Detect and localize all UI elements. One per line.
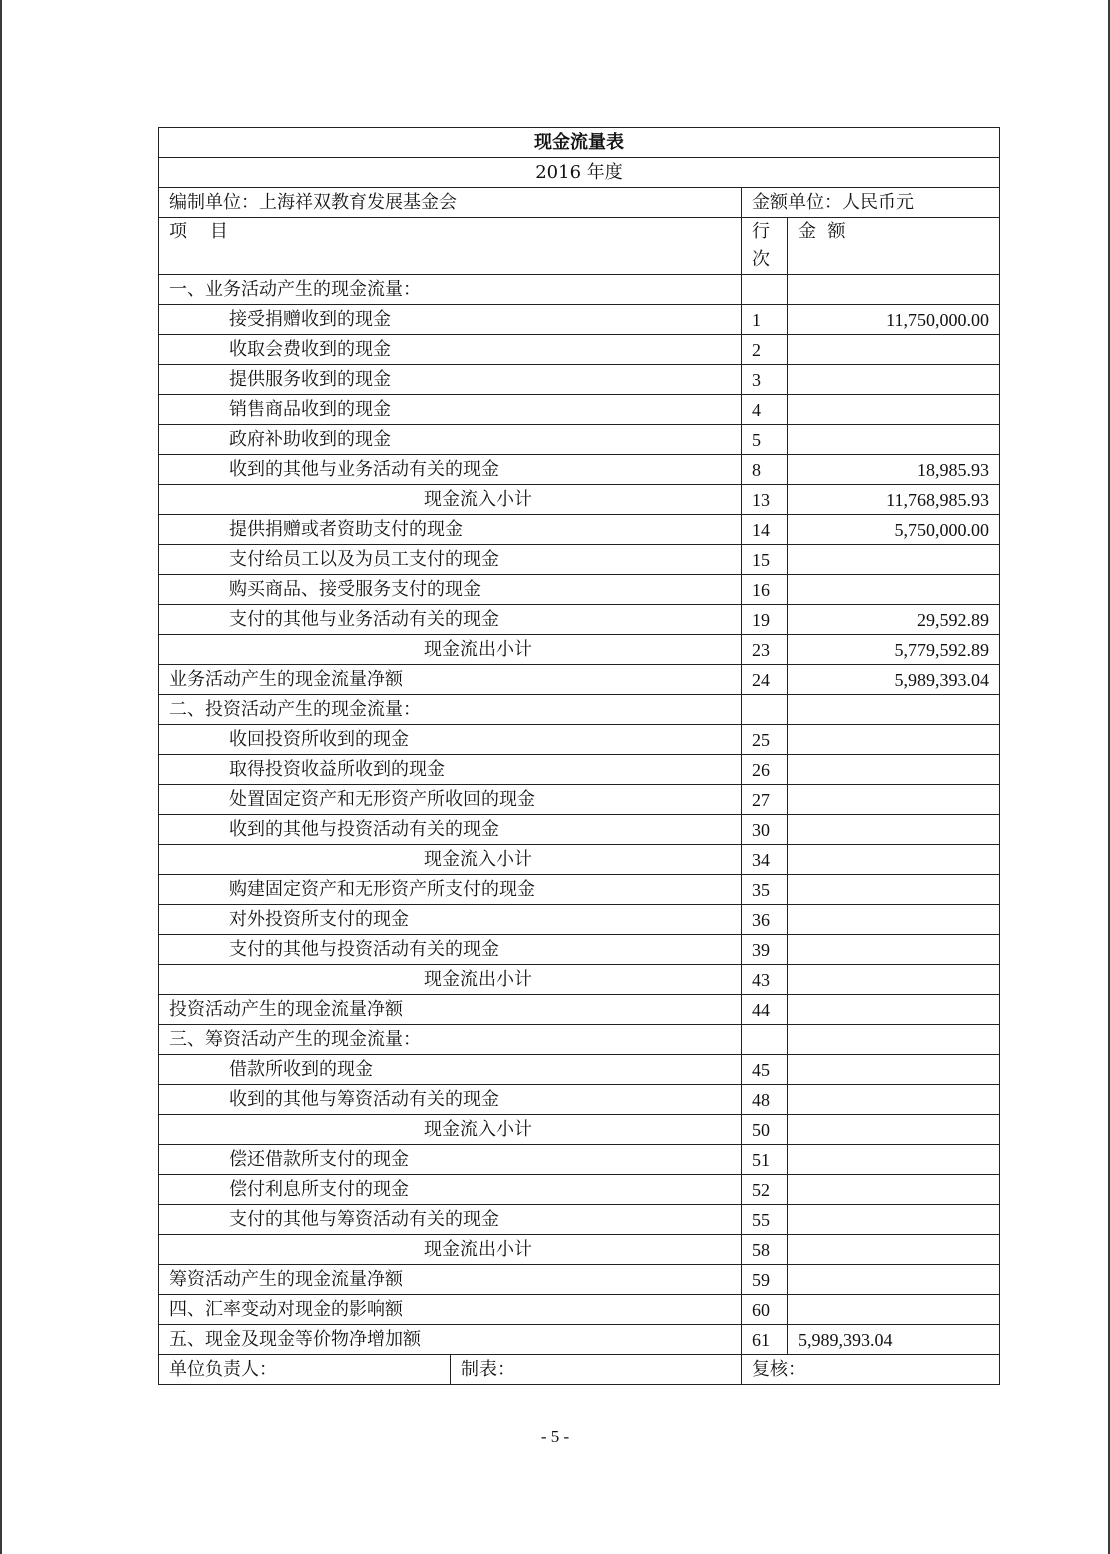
table-row: [159, 275, 1000, 305]
row-label: 偿还借款所支付的现金: [159, 1145, 742, 1175]
row-amount: [788, 1115, 1000, 1145]
meta-row: [159, 188, 1000, 218]
row-amount: [788, 1025, 1000, 1055]
row-label: 收到的其他与业务活动有关的现金: [159, 455, 742, 485]
row-label: 提供捐赠或者资助支付的现金: [159, 515, 742, 545]
row-label: 取得投资收益所收到的现金: [159, 755, 742, 785]
table-row: [159, 365, 1000, 395]
reviewed-by: 复核：: [742, 1355, 1000, 1385]
currency-unit: 金额单位：人民币元: [742, 188, 1000, 218]
header-line-number: [742, 218, 788, 275]
table-row: [159, 1235, 1000, 1265]
row-amount: [788, 755, 1000, 785]
row-line: 51: [742, 1145, 788, 1175]
row-label: 支付的其他与筹资活动有关的现金: [159, 1205, 742, 1235]
table-row: [159, 425, 1000, 455]
row-amount: [788, 395, 1000, 425]
row-label: 借款所收到的现金: [159, 1055, 742, 1085]
row-label: 对外投资所支付的现金: [159, 905, 742, 935]
table-row: [159, 1085, 1000, 1115]
table-row: [159, 665, 1000, 695]
row-amount: [788, 1145, 1000, 1175]
table-row: [159, 395, 1000, 425]
table-row: [159, 1295, 1000, 1325]
row-amount: [788, 815, 1000, 845]
row-label: 现金流出小计: [159, 1235, 742, 1265]
row-amount: [788, 1205, 1000, 1235]
header-line-a: 行: [752, 221, 770, 242]
row-label: 三、筹资活动产生的现金流量：: [159, 1025, 742, 1055]
row-line: 34: [742, 845, 788, 875]
row-amount: [788, 1055, 1000, 1085]
row-label: 购买商品、接受服务支付的现金: [159, 575, 742, 605]
row-label: 投资活动产生的现金流量净额: [159, 995, 742, 1025]
row-line: 23: [742, 635, 788, 665]
row-amount: [788, 995, 1000, 1025]
signature-row: [159, 1355, 1000, 1385]
row-label: 现金流出小计: [159, 635, 742, 665]
table-row: [159, 695, 1000, 725]
row-line: 58: [742, 1235, 788, 1265]
row-line: 35: [742, 875, 788, 905]
cash-flow-table: [158, 127, 1000, 1385]
row-amount: [788, 365, 1000, 395]
table-row: [159, 635, 1000, 665]
row-line: 60: [742, 1295, 788, 1325]
row-amount: [788, 1235, 1000, 1265]
row-amount: 18,985.93: [788, 455, 1000, 485]
row-amount: [788, 1295, 1000, 1325]
row-label: 收回投资所收到的现金: [159, 725, 742, 755]
table-row: [159, 1265, 1000, 1295]
row-amount: 11,768,985.93: [788, 485, 1000, 515]
row-line: 48: [742, 1085, 788, 1115]
row-label: 现金流入小计: [159, 485, 742, 515]
row-amount: [788, 785, 1000, 815]
row-line: [742, 695, 788, 725]
row-line: 36: [742, 905, 788, 935]
row-line: 26: [742, 755, 788, 785]
row-line: 4: [742, 395, 788, 425]
header-line-b: 次: [752, 249, 770, 270]
row-amount: [788, 695, 1000, 725]
table-row: [159, 605, 1000, 635]
row-label: 现金流入小计: [159, 1115, 742, 1145]
page-border-left: [0, 0, 2, 1554]
row-amount: 5,989,393.04: [788, 1325, 1000, 1355]
row-amount: [788, 1175, 1000, 1205]
row-label: 支付的其他与业务活动有关的现金: [159, 605, 742, 635]
row-amount: [788, 935, 1000, 965]
row-amount: [788, 725, 1000, 755]
row-line: 43: [742, 965, 788, 995]
table-row: [159, 935, 1000, 965]
row-line: 14: [742, 515, 788, 545]
row-amount: [788, 335, 1000, 365]
row-line: 2: [742, 335, 788, 365]
header-amount: 金 额: [788, 218, 1000, 275]
row-amount: 29,592.89: [788, 605, 1000, 635]
responsible-person: 单位负责人：: [159, 1355, 451, 1385]
row-amount: [788, 965, 1000, 995]
row-label: 收到的其他与投资活动有关的现金: [159, 815, 742, 845]
table-row: [159, 1205, 1000, 1235]
row-label: 四、汇率变动对现金的影响额: [159, 1295, 742, 1325]
row-line: 15: [742, 545, 788, 575]
row-amount: [788, 875, 1000, 905]
row-line: 27: [742, 785, 788, 815]
row-amount: 5,750,000.00: [788, 515, 1000, 545]
table-row: [159, 1115, 1000, 1145]
table-row: [159, 515, 1000, 545]
row-line: 52: [742, 1175, 788, 1205]
table-row: [159, 1025, 1000, 1055]
table-row: [159, 905, 1000, 935]
row-amount: [788, 1265, 1000, 1295]
row-label: 支付给员工以及为员工支付的现金: [159, 545, 742, 575]
row-label: 一、业务活动产生的现金流量：: [159, 275, 742, 305]
row-line: 5: [742, 425, 788, 455]
row-amount: [788, 905, 1000, 935]
table-row: [159, 815, 1000, 845]
table-row: [159, 965, 1000, 995]
row-amount: [788, 575, 1000, 605]
table-title: 现金流量表: [159, 128, 1000, 158]
title-row: [159, 128, 1000, 158]
row-line: 45: [742, 1055, 788, 1085]
row-line: 24: [742, 665, 788, 695]
row-line: 8: [742, 455, 788, 485]
row-label: 偿付利息所支付的现金: [159, 1175, 742, 1205]
table-row: [159, 335, 1000, 365]
row-line: [742, 1025, 788, 1055]
row-line: 16: [742, 575, 788, 605]
page-number: - 5 -: [540, 1427, 570, 1446]
row-line: 25: [742, 725, 788, 755]
row-amount: 5,989,393.04: [788, 665, 1000, 695]
prepared-by: 制表：: [451, 1355, 742, 1385]
table-row: [159, 545, 1000, 575]
table-row: [159, 995, 1000, 1025]
table-row: [159, 875, 1000, 905]
row-label: 现金流入小计: [159, 845, 742, 875]
row-amount: [788, 1085, 1000, 1115]
row-line: 13: [742, 485, 788, 515]
table-row: [159, 1175, 1000, 1205]
table-row: [159, 455, 1000, 485]
year-row: [159, 158, 1000, 188]
row-line: 44: [742, 995, 788, 1025]
row-label: 五、现金及现金等价物净增加额: [159, 1325, 742, 1355]
preparing-unit: 编制单位：上海祥双教育发展基金会: [159, 188, 742, 218]
row-amount: [788, 425, 1000, 455]
header-row: [159, 218, 1000, 275]
row-label: 购建固定资产和无形资产所支付的现金: [159, 875, 742, 905]
row-line: 1: [742, 305, 788, 335]
row-label: 业务活动产生的现金流量净额: [159, 665, 742, 695]
table-row: [159, 785, 1000, 815]
row-label: 支付的其他与投资活动有关的现金: [159, 935, 742, 965]
row-label: 二、投资活动产生的现金流量：: [159, 695, 742, 725]
table-row: [159, 1055, 1000, 1085]
row-line: 55: [742, 1205, 788, 1235]
table-row: [159, 1325, 1000, 1355]
row-amount: [788, 275, 1000, 305]
row-line: 61: [742, 1325, 788, 1355]
table-row: [159, 305, 1000, 335]
table-row: [159, 1145, 1000, 1175]
row-label: 提供服务收到的现金: [159, 365, 742, 395]
row-amount: 11,750,000.00: [788, 305, 1000, 335]
row-label: 处置固定资产和无形资产所收回的现金: [159, 785, 742, 815]
row-line: 19: [742, 605, 788, 635]
row-line: 30: [742, 815, 788, 845]
table-row: [159, 485, 1000, 515]
header-item: 项 目: [159, 218, 742, 275]
row-label: 筹资活动产生的现金流量净额: [159, 1265, 742, 1295]
row-line: 39: [742, 935, 788, 965]
row-line: 3: [742, 365, 788, 395]
row-label: 政府补助收到的现金: [159, 425, 742, 455]
row-line: [742, 275, 788, 305]
row-amount: [788, 545, 1000, 575]
row-amount: 5,779,592.89: [788, 635, 1000, 665]
table-row: [159, 575, 1000, 605]
row-line: 50: [742, 1115, 788, 1145]
table-row: [159, 725, 1000, 755]
row-label: 现金流出小计: [159, 965, 742, 995]
row-label: 收到的其他与筹资活动有关的现金: [159, 1085, 742, 1115]
table-row: [159, 755, 1000, 785]
row-label: 收取会费收到的现金: [159, 335, 742, 365]
report-period: 2016 年度: [159, 158, 1000, 188]
table-row: [159, 845, 1000, 875]
row-label: 接受捐赠收到的现金: [159, 305, 742, 335]
row-line: 59: [742, 1265, 788, 1295]
row-amount: [788, 845, 1000, 875]
row-label: 销售商品收到的现金: [159, 395, 742, 425]
